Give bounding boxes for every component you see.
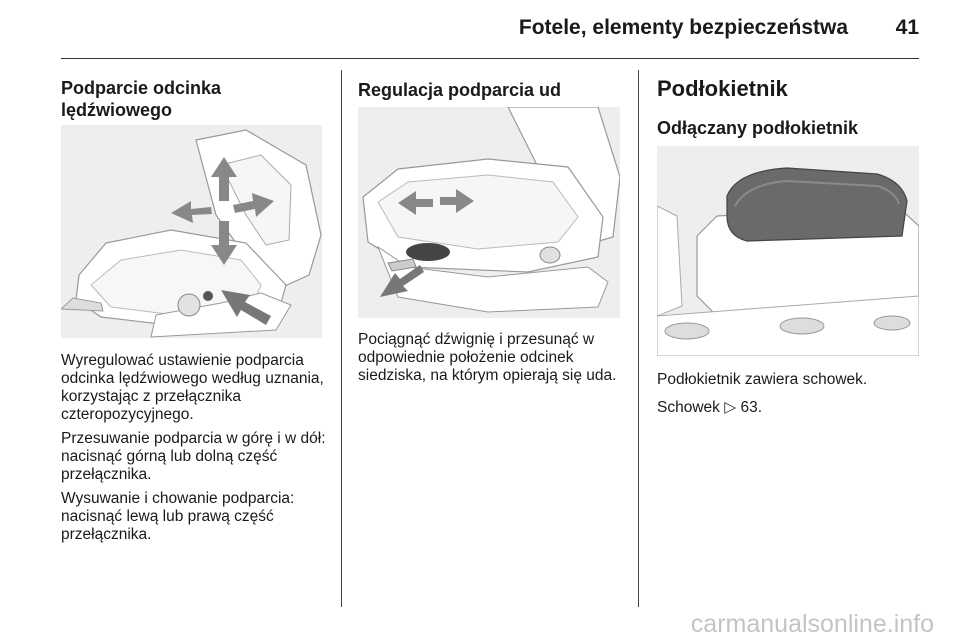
lumbar-text: [61, 352, 333, 544]
detachable-armrest-subheading: Odłączany podłokietnik: [657, 118, 859, 138]
column-armrest: [657, 76, 922, 139]
lumbar-paragraph-3: Wysuwanie i chowanie podparcia: nacisnąć lewą lub prawą część przełącznika.: [61, 490, 295, 543]
armrest-heading: Podłokietnik: [657, 76, 788, 101]
storage-reference-page[interactable]: 63.: [740, 399, 763, 416]
column-divider-left: [341, 70, 342, 607]
thigh-support-heading: Regulacja podparcia ud: [358, 80, 562, 100]
header-rule: [61, 58, 919, 59]
column-divider-right: [638, 70, 639, 607]
page-header-title: Fotele, elementy bezpieczeństwa: [518, 16, 848, 39]
watermark: carmanualsonline.info: [690, 610, 934, 638]
column-lumbar-support: [61, 77, 261, 121]
lumbar-paragraph-1: Wyregulować ustawienie podparcia odcinka lędźwiowego według uznania, korzystając z przełącznika czteropozycyjnego.: [61, 352, 324, 423]
column-thigh-support: [358, 79, 628, 101]
thigh-support-paragraph: Pociągnąć dźwignię i przesunąć w odpowiednie położenie odcinek siedziska, na którym opierają się uda.: [358, 331, 617, 384]
thigh-support-text: [358, 331, 633, 385]
storage-reference-label: Schowek: [657, 399, 720, 416]
page-number: 41: [895, 16, 919, 39]
storage-reference: [657, 399, 922, 417]
armrest-text: [657, 371, 922, 417]
thigh-support-illustration: [358, 107, 620, 318]
armrest-paragraph: Podłokietnik zawiera schowek.: [657, 371, 868, 388]
page-reference-arrow-icon: ▷: [724, 399, 737, 416]
armrest-illustration: [657, 146, 919, 356]
lumbar-support-heading: Podparcie odcinka lędźwiowego: [61, 78, 222, 120]
lumbar-seat-illustration: [61, 125, 322, 338]
lumbar-paragraph-2: Przesuwanie podparcia w górę i w dół: nacisnąć górną lub dolną część przełącznika.: [61, 430, 326, 483]
